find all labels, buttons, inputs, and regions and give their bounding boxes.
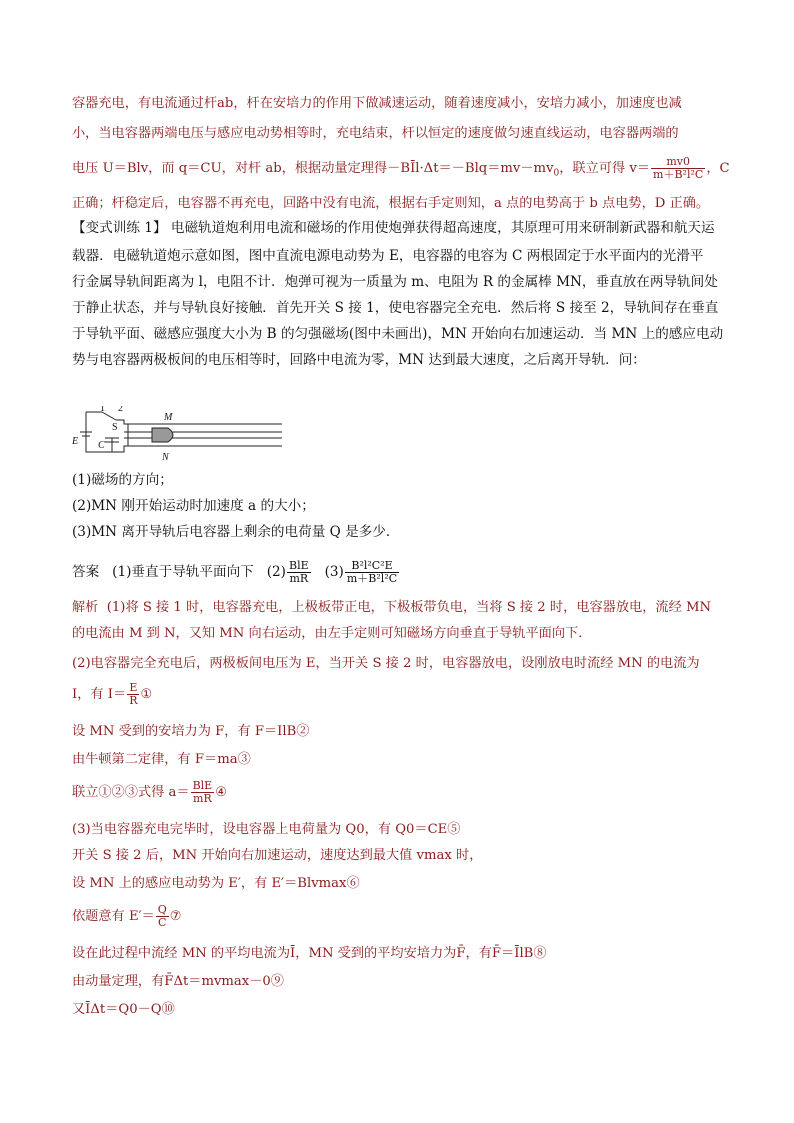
analysis-3f: 由动量定理，有F̄Δt＝mvmax－0⑨: [72, 974, 284, 989]
analysis-3a: (3)当电容器充电完毕时，设电容器上电荷量为 Q0，有 Q0＝CE⑤: [72, 822, 461, 837]
analysis-label: 解析: [72, 600, 99, 615]
question-3: (3)MN 离开导轨后电容器上剩余的电荷量 Q 是多少．: [72, 524, 400, 540]
answer-label: 答案: [72, 564, 100, 580]
rail-m-label: M: [164, 412, 173, 423]
rail-n-label: N: [162, 452, 169, 462]
analysis-3b: 开关 S 接 2 后，MN 开始向右加速运动，速度达到最大值 vmax 时，: [72, 848, 483, 863]
problem-label: 【变式训练 1】: [72, 220, 167, 236]
switch-pos-2-label: 2: [118, 406, 123, 414]
battery-label: E: [72, 436, 79, 447]
problem-line-3: 行金属导轨间距离为 l，电阻不计．炮弹可视为一质量为 m、电阻为 R 的金属棒 MN，垂直放在两导轨间处: [72, 274, 718, 290]
capacitor-label: C: [98, 440, 105, 451]
acceleration-fraction: $\frac{\text{BlE}}{mR}$: [192, 779, 213, 805]
switch-label: S: [112, 422, 118, 433]
analysis-1b: 的电流由 M 到 N，又知 MN 向右运动，由左手定则可知磁场方向垂直于导轨平面向下．: [72, 626, 592, 641]
analysis-2b: I，有 I＝ $\frac{E}{R}$ ①: [72, 681, 153, 707]
switch-pos-1-label: 1: [100, 406, 105, 414]
prev-solution-line-2: 小，当电容器两端电压与感应电动势相等时，充电结束，杆以恒定的速度做匀速直线运动，电容器两端的: [72, 126, 679, 141]
analysis-3d: 依题意有 E′＝ $\frac{Q}{C}$ ⑦: [72, 903, 182, 929]
analysis-3c: 设 MN 上的感应电动势为 E′，有 E′＝Blvmax⑥: [72, 876, 360, 891]
analysis-2d: 由牛顿第二定律，有 F＝ma③: [72, 752, 251, 767]
answer-line: 答案 (1)垂直于导轨平面向下 (2) $\frac{\text{BlE}}{mR}$ (3) $\frac{\text{B²l²C²E}}{\text{m＋B²l²C}}$: [72, 559, 398, 585]
problem-line-5: 于导轨平面、磁感应强度大小为 B 的匀强磁场(图中未画出)，MN 开始向右加速运动．当 MN 上的感应电动: [72, 326, 724, 342]
analysis-2e: 联立①②③式得 a＝ $\frac{\text{BlE}}{mR}$ ④: [72, 779, 228, 805]
current-fraction: $\frac{E}{R}$: [129, 681, 138, 707]
emf-fraction: $\frac{Q}{C}$: [157, 903, 167, 929]
railgun-circuit-diagram: [72, 406, 304, 462]
analysis-2a: (2)电容器完全充电后，两极板间电压为 E，当开关 S 接 2 时，电容器放电，设刚放电时流经 MN 的电流为: [72, 656, 700, 671]
problem-line-6: 势与电容器两极板间的电压相等时，回路中电流为零，MN 达到最大速度，之后离开导轨．问：: [72, 352, 646, 368]
question-1: (1)磁场的方向；: [72, 472, 173, 488]
analysis-3g: 又ĪΔt＝Q0－Q⑩: [72, 1002, 175, 1017]
answer-2-fraction: $\frac{\text{BlE}}{mR}$: [289, 559, 309, 585]
prev-solution-line-3: 电压 U＝Blv，而 q＝CU，对杆 ab，根据动量定理得$-BĪl\cdot\Delta t=-Blq=mv-mv_0$，联立可得 v＝ $\frac{mv0}{\text{m＋B²l²C}}$ ，C: [72, 155, 730, 181]
analysis-2c: 设 MN 受到的安培力为 F，有 F＝IlB②: [72, 724, 310, 739]
problem-line-1: 【变式训练 1】 电磁轨道炮利用电流和磁场的作用使炮弹获得超高速度，其原理可用来研制新武器和航天运: [72, 220, 715, 236]
velocity-fraction: $\frac{mv0}{\text{m＋B²l²C}}$: [653, 155, 704, 181]
question-2: (2)MN 刚开始运动时加速度 a 的大小；: [72, 498, 315, 514]
problem-line-2: 载器．电磁轨道炮示意如图，图中直流电源电动势为 E，电容器的电容为 C 两根固定于水平面内的光滑平: [72, 248, 704, 264]
analysis-1a: 解析 (1)将 S 接 1 时，电容器充电，上极板带正电，下极板带负电，当将 S 接 2 时，电容器放电，流经 MN: [72, 600, 711, 615]
prev-solution-line-4: 正确；杆稳定后，电容器不再充电，回路中没有电流，根据右手定则知，a 点的电势高于 b 点电势，D 正确。: [72, 196, 710, 211]
problem-line-4: 于静止状态，并与导轨良好接触．首先开关 S 接 1，使电容器完全充电．然后将 S 接至 2，导轨间存在垂直: [72, 300, 719, 316]
answer-3-fraction: $\frac{\text{B²l²C²E}}{\text{m＋B²l²C}}$: [346, 559, 398, 585]
prev-solution-line-1: 容器充电，有电流通过杆ab，杆在安培力的作用下做减速运动，随着速度减小，安培力减小，加速度也减: [72, 96, 682, 111]
analysis-3e: 设在此过程中流经 MN 的平均电流为Ī，MN 受到的平均安培力为F̄，有F̄＝ĪlB⑧: [72, 946, 547, 961]
